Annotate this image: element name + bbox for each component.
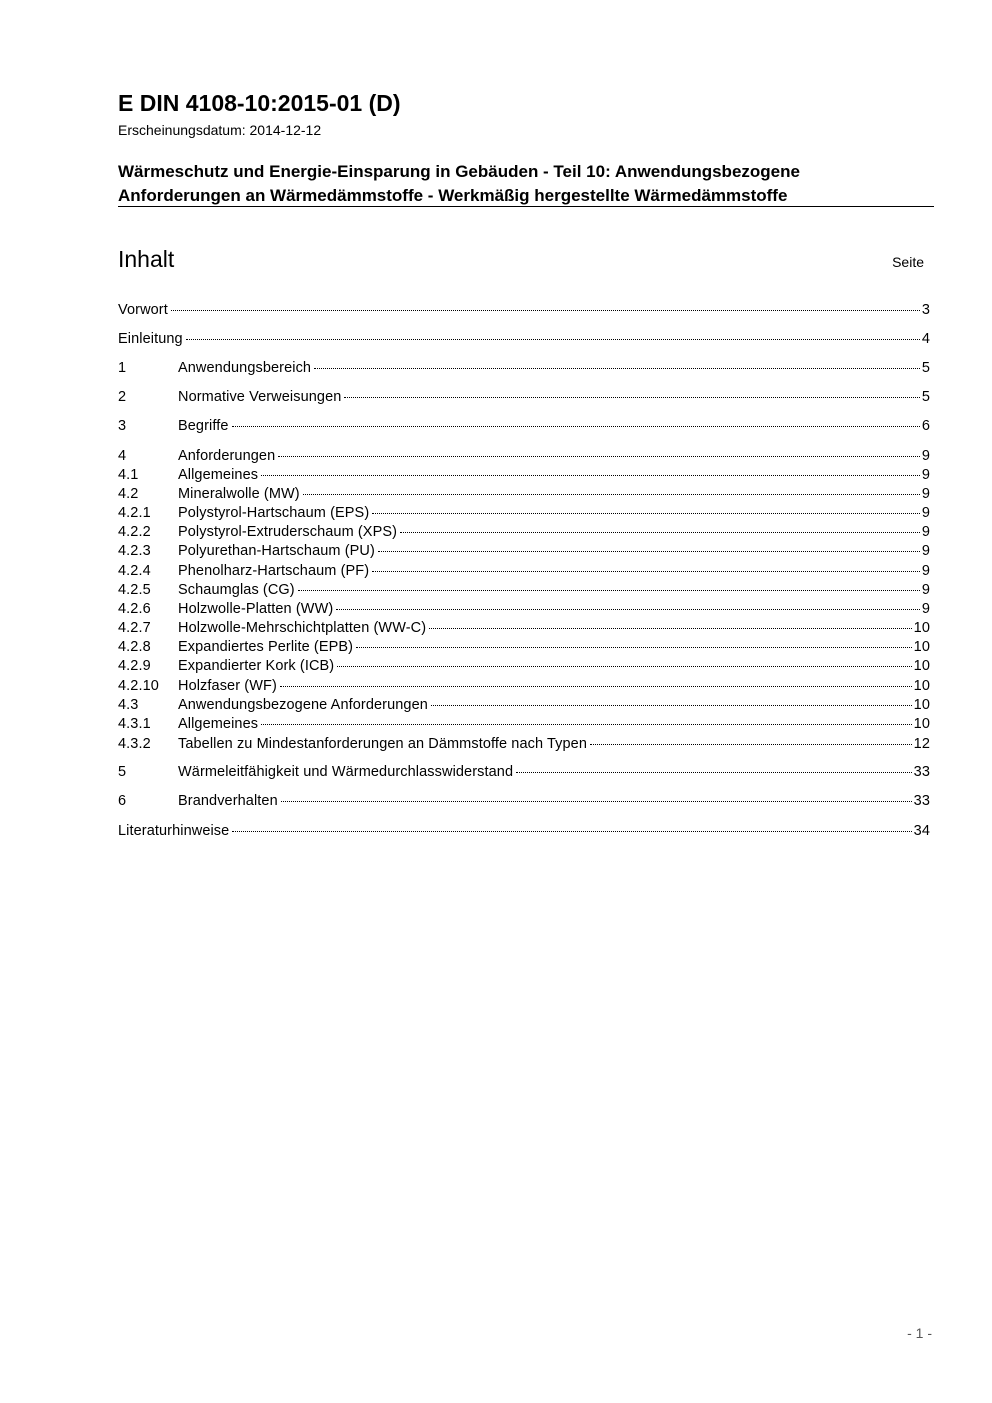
toc-entry-title: Anwendungsbereich <box>178 360 312 376</box>
toc-entry-page: 9 <box>921 448 930 464</box>
toc-entry-number: 4 <box>118 448 127 464</box>
footer-page-number: - 1 - <box>907 1325 932 1341</box>
toc-entry[interactable] <box>118 823 930 842</box>
toc-entry-number: 3 <box>118 418 127 434</box>
toc-dot-leader <box>590 744 912 745</box>
toc-entry-page: 9 <box>921 563 930 579</box>
toc-entry-title: Holzwolle-Mehrschichtplatten (WW-C) <box>178 620 427 636</box>
toc-entry-title: Polystyrol-Extruderschaum (XPS) <box>178 524 398 540</box>
toc-entry-title: Mineralwolle (MW) <box>178 486 300 502</box>
toc-entry[interactable] <box>118 331 930 350</box>
toc-entry-number: 4.2.3 <box>118 543 151 559</box>
toc-entry[interactable] <box>118 448 930 467</box>
toc-entry-title: Phenolharz-Hartschaum (PF) <box>178 563 370 579</box>
toc-entry-page: 10 <box>913 716 930 732</box>
toc-entry-title: Allgemeines <box>178 467 259 483</box>
toc-dot-leader <box>356 647 912 648</box>
toc-entry-number: 4.1 <box>118 467 139 483</box>
toc-dot-leader <box>186 339 920 340</box>
toc-entry-title: Vorwort <box>118 302 168 318</box>
toc-entry[interactable] <box>118 764 930 783</box>
toc-entry-number: 4.2.4 <box>118 563 151 579</box>
document-title <box>118 160 934 208</box>
toc-entry-title: Begriffe <box>178 418 229 434</box>
toc-entry-title: Polyurethan-Hartschaum (PU) <box>178 543 375 559</box>
publication-date: Erscheinungsdatum: 2014-12-12 <box>118 122 322 138</box>
toc-entry-page: 33 <box>913 764 930 780</box>
toc-entry-number: 4.3.2 <box>118 736 151 752</box>
toc-entry-title: Expandierter Kork (ICB) <box>178 658 335 674</box>
toc-entry[interactable] <box>118 418 930 437</box>
toc-dot-leader <box>344 397 919 398</box>
toc-entry-page: 9 <box>921 486 930 502</box>
toc-entry-number: 5 <box>118 764 127 780</box>
toc-dot-leader <box>171 310 920 311</box>
toc-entry-page: 9 <box>921 524 930 540</box>
toc-entry-page: 9 <box>921 543 930 559</box>
toc-entry[interactable] <box>118 678 930 697</box>
toc-entry-page: 10 <box>913 620 930 636</box>
toc-dot-leader <box>429 628 911 629</box>
toc-dot-leader <box>431 705 912 706</box>
document-id: E DIN 4108-10:2015-01 (D) <box>118 90 401 116</box>
toc-entry-number: 4.2.1 <box>118 505 151 521</box>
toc-dot-leader <box>232 426 920 427</box>
toc-dot-leader <box>337 666 911 667</box>
toc-entry-page: 9 <box>921 582 930 598</box>
toc-entry-title: Holzwolle-Platten (WW) <box>178 601 334 617</box>
toc-entry-page: 10 <box>913 658 930 674</box>
toc-dot-leader <box>281 801 912 802</box>
toc-entry-title: Holzfaser (WF) <box>178 678 277 694</box>
toc-entry[interactable] <box>118 486 930 505</box>
toc-entry-title: Normative Verweisungen <box>178 389 342 405</box>
toc-entry[interactable] <box>118 582 930 601</box>
toc-entry-number: 4.3 <box>118 697 139 713</box>
toc-dot-leader <box>278 456 920 457</box>
toc-entry-page: 10 <box>913 639 930 655</box>
toc-entry-page: 9 <box>921 467 930 483</box>
toc-entry-page: 9 <box>921 505 930 521</box>
toc-entry-number: 4.2.8 <box>118 639 151 655</box>
toc-entry-page: 5 <box>921 389 930 405</box>
toc-heading: Inhalt <box>118 246 175 272</box>
toc-entry[interactable] <box>118 524 930 543</box>
toc-entry-page: 5 <box>921 360 930 376</box>
toc-dot-leader <box>372 571 920 572</box>
toc-dot-leader <box>372 513 920 514</box>
toc-entry-title: Polystyrol-Hartschaum (EPS) <box>178 505 370 521</box>
toc-entry[interactable] <box>118 543 930 562</box>
toc-dot-leader <box>400 532 920 533</box>
toc-entry-page: 34 <box>913 823 930 839</box>
toc-entry-page: 9 <box>921 601 930 617</box>
toc-entry-title: Schaumglas (CG) <box>178 582 295 598</box>
toc-dot-leader <box>261 475 920 476</box>
toc-entry-number: 4.2.5 <box>118 582 151 598</box>
toc-entry-number: 2 <box>118 389 127 405</box>
toc-entry-page: 6 <box>921 418 930 434</box>
toc-entry-page: 4 <box>921 331 930 347</box>
toc-entry[interactable] <box>118 793 930 812</box>
toc-entry-page: 33 <box>913 793 930 809</box>
toc-entry-page: 10 <box>913 678 930 694</box>
toc-entry-page: 10 <box>913 697 930 713</box>
toc-entry-number: 4.2.2 <box>118 524 151 540</box>
toc-dot-leader <box>378 551 920 552</box>
toc-entry-page: 3 <box>921 302 930 318</box>
toc-entry-number: 4.2.7 <box>118 620 151 636</box>
toc-page-label: Seite <box>892 254 924 270</box>
toc-entry-title: Wärmeleitfähigkeit und Wärmedurchlasswiderstand <box>178 764 514 780</box>
toc-entry-title: Tabellen zu Mindestanforderungen an Dämmstoffe nach Typen <box>178 736 588 752</box>
toc-entry[interactable] <box>118 620 930 639</box>
toc-dot-leader <box>261 724 912 725</box>
toc-entry-number: 1 <box>118 360 127 376</box>
document-title-line-2: Anforderungen an Wärmedämmstoffe - Werkmäßig hergestellte Wärmedämmstoffe <box>118 186 788 205</box>
toc-entry-title: Brandverhalten <box>178 793 278 809</box>
toc-entry-number: 6 <box>118 793 127 809</box>
toc-entry[interactable] <box>118 360 930 379</box>
toc-entry[interactable] <box>118 389 930 408</box>
toc-dot-leader <box>298 590 920 591</box>
toc-entry[interactable] <box>118 302 930 321</box>
toc-entry-title: Allgemeines <box>178 716 259 732</box>
toc-entry-title: Literaturhinweise <box>118 823 230 839</box>
toc-entry-number: 4.3.1 <box>118 716 151 732</box>
toc-entry-title: Einleitung <box>118 331 183 347</box>
toc-dot-leader <box>280 686 912 687</box>
document-title-line-1: Wärmeschutz und Energie-Einsparung in Gebäuden - Teil 10: Anwendungsbezogene <box>118 162 800 181</box>
toc-dot-leader <box>336 609 920 610</box>
toc-entry[interactable] <box>118 736 930 755</box>
toc-entry-title: Expandiertes Perlite (EPB) <box>178 639 354 655</box>
toc-dot-leader <box>314 368 920 369</box>
toc-entry[interactable] <box>118 505 930 524</box>
toc-entry[interactable] <box>118 601 930 620</box>
toc-entry[interactable] <box>118 658 930 677</box>
document-page <box>118 0 934 1403</box>
toc-entry[interactable] <box>118 639 930 658</box>
toc-entry-number: 4.2.9 <box>118 658 151 674</box>
toc-entry-number: 4.2.6 <box>118 601 151 617</box>
toc-dot-leader <box>232 831 911 832</box>
toc-entry[interactable] <box>118 563 930 582</box>
toc-entry-title: Anwendungsbezogene Anforderungen <box>178 697 428 713</box>
toc-dot-leader <box>516 772 912 773</box>
toc-entry-number: 4.2 <box>118 486 139 502</box>
toc-entry-title: Anforderungen <box>178 448 276 464</box>
toc-dot-leader <box>303 494 920 495</box>
toc-entry[interactable] <box>118 716 930 735</box>
toc-entry-page: 12 <box>913 736 930 752</box>
toc-entry[interactable] <box>118 467 930 486</box>
title-divider <box>118 206 934 207</box>
toc-entry-number: 4.2.10 <box>118 678 159 694</box>
toc-entry[interactable] <box>118 697 930 716</box>
